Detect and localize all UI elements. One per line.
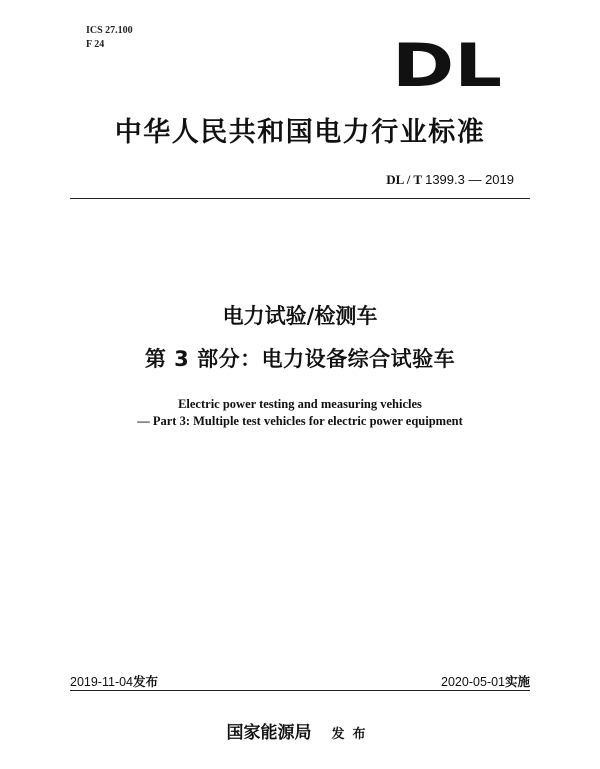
classification-codes [86, 24, 133, 52]
english-title-line2: — Part 3: Multiple test vehicles for electric power equipment [137, 414, 463, 428]
implement-date-value: 2020-05-01 [441, 675, 505, 689]
footer-divider [70, 690, 530, 691]
implement-date [441, 672, 530, 690]
ccs-code: F 24 [86, 39, 105, 50]
standard-prefix: DL / T [386, 172, 422, 187]
english-title-line1: Electric power testing and measuring vehicles [178, 397, 422, 411]
publisher [0, 718, 600, 743]
issue-date-value: 2019-11-04 [70, 675, 134, 689]
dl-logo-text: DL [392, 40, 502, 88]
document-title-line2: 第 3 部分：电力设备综合试验车 [144, 347, 456, 371]
issue-date [70, 672, 158, 690]
standard-code: 1399.3 — 2019 [425, 172, 514, 187]
publisher-action: 发布 [331, 727, 374, 742]
ics-code: ICS 27.100 [86, 25, 133, 36]
organization-title: 中华人民共和国电力行业标准 [114, 117, 486, 148]
dl-logo [392, 40, 502, 88]
document-title-line1: 电力试验/检测车 [222, 304, 378, 328]
implement-date-label: 实施 [504, 674, 530, 689]
publisher-name: 国家能源局 [226, 723, 312, 743]
issue-date-label: 发布 [133, 674, 159, 689]
header-divider [70, 198, 530, 199]
standard-number [386, 172, 514, 188]
